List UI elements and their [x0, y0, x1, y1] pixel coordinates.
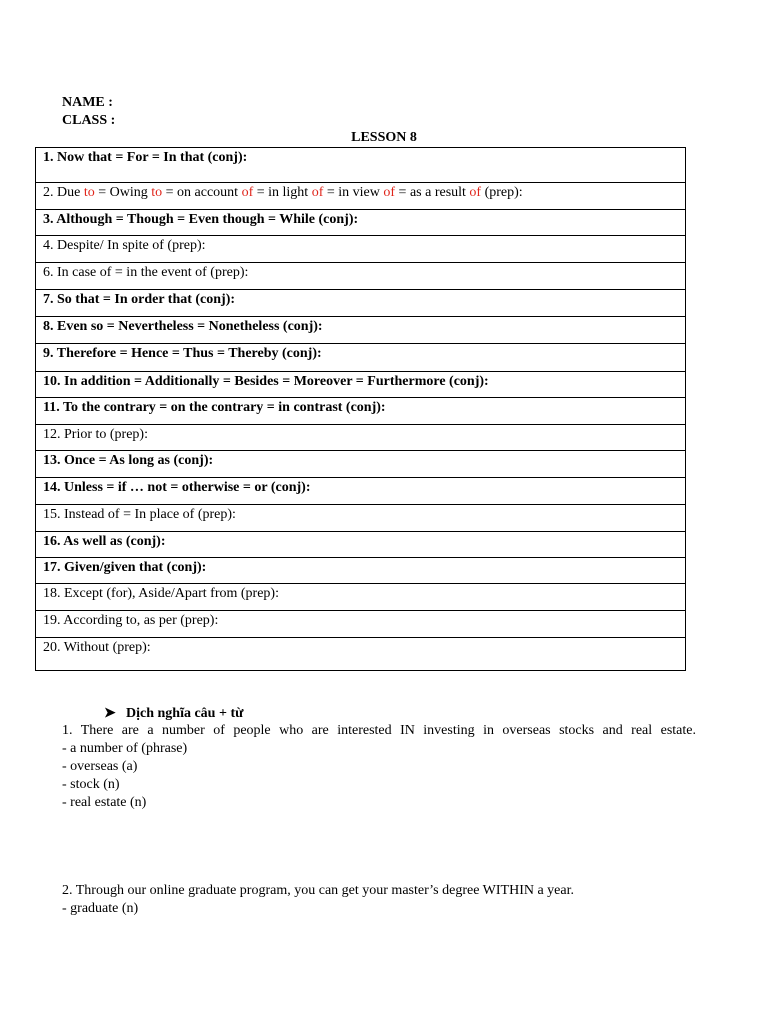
table-cell — [36, 210, 686, 236]
row-text: 11. To the contrary = on the contrary = in contrast (conj): — [43, 400, 386, 415]
class-label: CLASS : — [62, 113, 116, 128]
table-row — [36, 183, 686, 210]
table-cell — [36, 451, 686, 478]
translation-heading — [104, 705, 244, 723]
table-row — [36, 425, 686, 451]
row-text: 10. In addition = Additionally = Besides = Moreover = Furthermore (conj): — [43, 374, 489, 389]
table-cell — [36, 290, 686, 317]
table-row — [36, 236, 686, 263]
table-row — [36, 478, 686, 505]
highlight-word: of — [469, 185, 482, 200]
table-cell — [36, 611, 686, 638]
q2-sentence: 2. Through our online graduate program, you can get your master’s degree WITHIN a year. — [62, 883, 574, 898]
table-row — [36, 584, 686, 611]
text-segment: = on account — [162, 185, 242, 200]
row-text: 7. So that = In order that (conj): — [43, 292, 236, 307]
row-text: 12. Prior to (prep): — [43, 427, 148, 442]
table-cell — [36, 478, 686, 505]
row-text: 20. Without (prep): — [43, 640, 151, 655]
table-row — [36, 290, 686, 317]
row-text: 3. Although = Though = Even though = While (conj): — [43, 212, 359, 227]
row-text: 13. Once = As long as (conj): — [43, 453, 214, 468]
table-row — [36, 210, 686, 236]
table-cell — [36, 638, 686, 671]
q2-vocab-item: - graduate (n) — [62, 901, 139, 916]
row-text: 19. According to, as per (prep): — [43, 613, 219, 628]
highlight-word: to — [83, 185, 95, 200]
q1-sentence: 1. There are a number of people who are interested IN investing in overseas stocks and real estate. — [62, 723, 696, 738]
row-text: 8. Even so = Nevertheless = Nonetheless (conj): — [43, 319, 323, 334]
grammar-table — [35, 147, 686, 671]
table-row — [36, 317, 686, 344]
table-cell — [36, 425, 686, 451]
table-cell — [36, 183, 686, 210]
table-cell — [36, 372, 686, 398]
table-row — [36, 558, 686, 584]
q1-vocab-item: - real estate (n) — [62, 795, 147, 810]
table-cell — [36, 148, 686, 183]
table-cell — [36, 236, 686, 263]
row-text: 18. Except (for), Aside/Apart from (prep): — [43, 586, 279, 601]
table-row — [36, 638, 686, 671]
arrow-bullet-icon: ➤ — [104, 706, 116, 721]
translation-heading-text: Dịch nghĩa câu + từ — [126, 706, 244, 721]
table-row — [36, 532, 686, 558]
row-text: 15. Instead of = In place of (prep): — [43, 507, 236, 522]
q1-vocab-item: - a number of (phrase) — [62, 741, 188, 756]
table-cell — [36, 532, 686, 558]
table-row — [36, 505, 686, 532]
table-cell — [36, 317, 686, 344]
text-segment: 2. Due — [43, 185, 84, 200]
q1-vocab-item: - stock (n) — [62, 777, 120, 792]
q1-vocab-item: - overseas (a) — [62, 759, 138, 774]
row-text — [43, 183, 678, 202]
table-row — [36, 263, 686, 290]
highlight-word: to — [151, 185, 163, 200]
row-text: 6. In case of = in the event of (prep): — [43, 265, 249, 280]
row-text: 9. Therefore = Hence = Thus = Thereby (conj): — [43, 346, 322, 361]
text-segment: = as a result — [395, 185, 470, 200]
table-cell — [36, 344, 686, 372]
lesson-title: LESSON 8 — [351, 130, 417, 145]
text-segment: = in light — [253, 185, 312, 200]
text-segment: = in view — [323, 185, 384, 200]
table-row — [36, 398, 686, 425]
table-row — [36, 451, 686, 478]
row-text: 17. Given/given that (conj): — [43, 560, 207, 575]
row-text: 1. Now that = For = In that (conj): — [43, 150, 248, 165]
row-text: 16. As well as (conj): — [43, 534, 166, 549]
text-segment: = Owing — [94, 185, 152, 200]
table-cell — [36, 584, 686, 611]
highlight-word: of — [383, 185, 396, 200]
table-cell — [36, 263, 686, 290]
name-label: NAME : — [62, 95, 113, 110]
row-text: 4. Despite/ In spite of (prep): — [43, 238, 206, 253]
highlight-word: of — [311, 185, 324, 200]
table-cell — [36, 398, 686, 425]
text-segment: (prep): — [481, 185, 523, 200]
table-row — [36, 611, 686, 638]
table-cell — [36, 505, 686, 532]
table-cell — [36, 558, 686, 584]
table-row — [36, 372, 686, 398]
table-row — [36, 344, 686, 372]
highlight-word: of — [241, 185, 254, 200]
row-text: 14. Unless = if … not = otherwise = or (conj): — [43, 480, 311, 495]
table-row — [36, 148, 686, 183]
